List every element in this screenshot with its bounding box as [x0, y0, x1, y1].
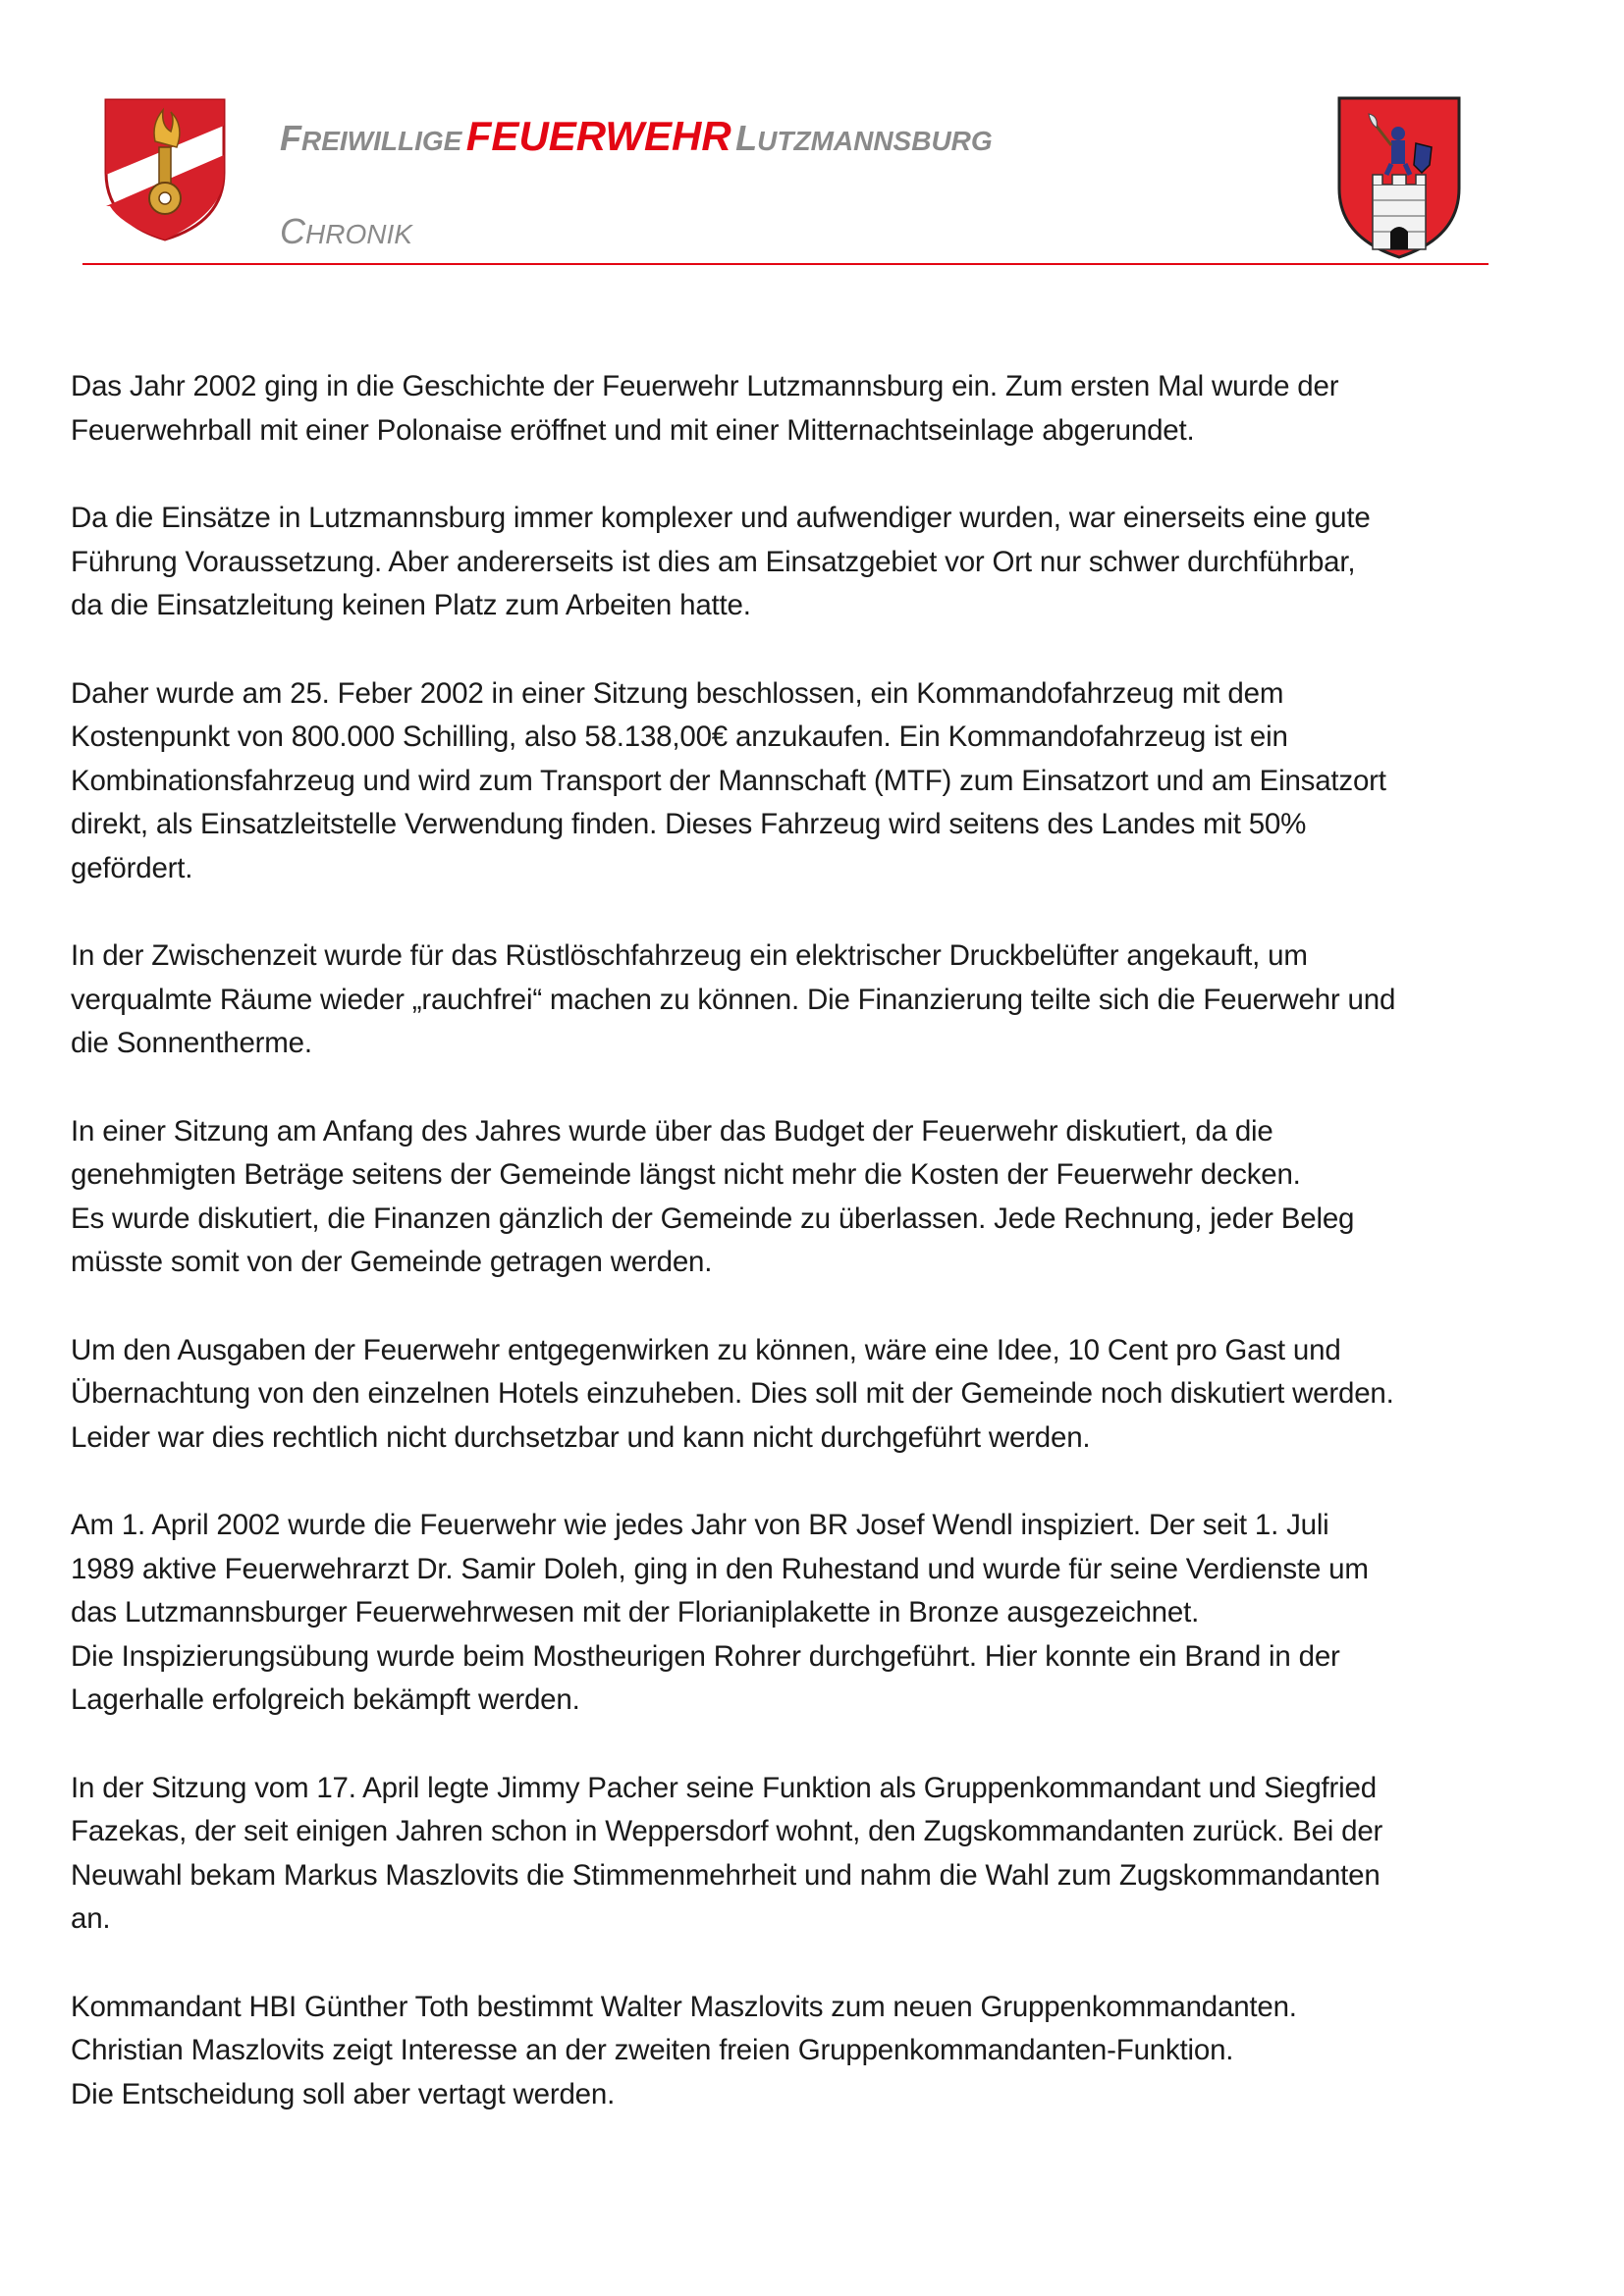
- paragraph: Daher wurde am 25. Feber 2002 in einer Sitzung beschlossen, ein Kommandofahrzeug mit dem Kostenpunkt von 800.000 Schilling, also 58.138,00€ anzukaufen. Ein Kommandofahrzeug ist ein Kombinationsfahrzeug und wird zum Transport der Mannschaft (MTF) zum Einsatzort und am Einsatzort direkt, als Einsatzleitstelle Verwendung finden. Dieses Fahrzeug wird seitens des Landes mit 50% gefördert.: [71, 676, 1386, 884]
- fire-brigade-emblem-icon: [102, 96, 228, 243]
- title-rest-utzmannsburg: UTZMANNSBURG: [757, 126, 993, 156]
- chronicle-body: [71, 365, 1543, 2161]
- paragraph: Am 1. April 2002 wurde die Feuerwehr wie jedes Jahr von BR Josef Wendl inspiziert. Der seit 1. Juli 1989 aktive Feuerwehrarzt Dr. Samir Doleh, ging in den Ruhestand und wurde für seine Verdienste um das Lutzmannsburger Feuerwehrwesen mit der Florianiplakette in Bronze ausgezeichnet. Die Inspizierungsübung wurde beim Mostheurigen Rohrer durchgeführt. Hier konnte ein Brand in der Lagerhalle erfolgreich bekämpft werden.: [71, 1509, 1369, 1716]
- paragraph: Da die Einsätze in Lutzmannsburg immer komplexer und aufwendiger wurden, war einerseits eine gute Führung Voraussetzung. Aber andererseits ist dies am Einsatzgebiet vor Ort nur schwer durchführbar, da die Einsatzleitung keinen Platz zum Arbeiten hatte.: [71, 502, 1371, 621]
- document-subtitle: [280, 211, 412, 251]
- paragraph: In der Sitzung vom 17. April legte Jimmy Pacher seine Funktion als Gruppenkommandant und Siegfried Fazekas, der seit einigen Jahren schon in Weppersdorf wohnt, den Zugskommandanten zurück. Bei der Neuwahl bekam Markus Maszlovits die Stimmenmehrheit und nahm die Wahl zum Zugskommandanten an.: [71, 1771, 1383, 1935]
- paragraph: In einer Sitzung am Anfang des Jahres wurde über das Budget der Feuerwehr diskutiert, da die genehmigten Beträge seitens der Gemeinde längst nicht mehr die Kosten der Feuerwehr decken. Es wurde diskutiert, die Finanzen gänzlich der Gemeinde zu überlassen. Jede Rechnung, jeder Beleg müsste somit von der Gemeinde getragen werden.: [71, 1114, 1355, 1278]
- organization-title: [280, 113, 993, 159]
- paragraph: Kommandant HBI Günther Toth bestimmt Walter Maszlovits zum neuen Gruppenkommandanten. Christian Maszlovits zeigt Interesse an der zweiten freien Gruppenkommandanten-Funktion. Die Entscheidung soll aber vertagt werden.: [71, 1990, 1297, 2110]
- title-initial-f: F: [280, 118, 301, 158]
- municipal-coat-of-arms-icon: [1335, 94, 1463, 261]
- page-header: [0, 0, 1624, 275]
- paragraph: Um den Ausgaben der Feuerwehr entgegenwirken zu können, wäre eine Idee, 10 Cent pro Gast und Übernachtung von den einzelnen Hotels einzuheben. Dies soll mit der Gemeinde noch diskutiert werden. Leider war dies rechtlich nicht durchsetzbar und kann nicht durchgeführt werden.: [71, 1333, 1394, 1454]
- subtitle-rest: HRONIK: [305, 219, 412, 249]
- title-rest-reiwillige: REIWILLIGE: [301, 126, 462, 156]
- subtitle-initial: C: [280, 211, 305, 251]
- paragraph: Das Jahr 2002 ging in die Geschichte der Feuerwehr Lutzmannsburg ein. Zum ersten Mal wurde der Feuerwehrball mit einer Polonaise eröffnet und mit einer Mitternachtseinlage abgerundet.: [71, 370, 1339, 447]
- title-feuerwehr: FEUERWEHR: [465, 113, 731, 159]
- paragraph: In der Zwischenzeit wurde für das Rüstlöschfahrzeug ein elektrischer Druckbelüfter angekauft, um verqualmte Räume wieder „rauchfrei“ machen zu können. Die Finanzierung teilte sich die Feuerwehr und die Sonnentherme.: [71, 939, 1396, 1059]
- header-divider: [82, 263, 1489, 265]
- title-initial-l: L: [735, 118, 758, 158]
